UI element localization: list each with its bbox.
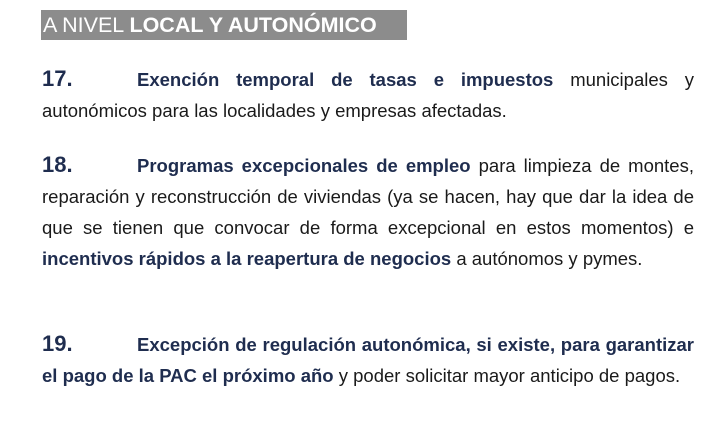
section-heading-bold: LOCAL Y AUTONÓMICO [129,13,377,37]
item-number: 18. [42,152,73,177]
section-heading-prefix: A NIVEL [43,13,130,37]
item-number: 17. [42,66,73,91]
item-text: municipales y autonómicos para las localidades y empresas afectadas. [42,69,694,121]
list-item-18 [42,149,694,274]
item-text: a autónomos y pymes. [451,248,643,269]
item-text-bold: Exención temporal de tasas e impuestos [137,69,554,90]
item-text-bold: Programas excepcionales de empleo [137,155,471,176]
list-item-19 [42,328,694,391]
item-text: para limpieza de montes, reparación y reconstrucción de viviendas (ya se hacen, hay que dar la idea de que se tienen que convocar de forma excepcional en estos momentos) e [42,155,694,238]
item-text: y poder solicitar mayor anticipo de pagos. [333,365,681,386]
section-heading [41,10,407,40]
item-text-bold: incentivos rápidos a la reapertura de negocios [42,248,452,269]
item-text-bold: Excepción de regulación autonómica, si existe, para garantizar el pago de la PAC el próximo año [42,334,694,386]
item-number: 19. [42,331,73,356]
list-item-17 [42,63,694,126]
